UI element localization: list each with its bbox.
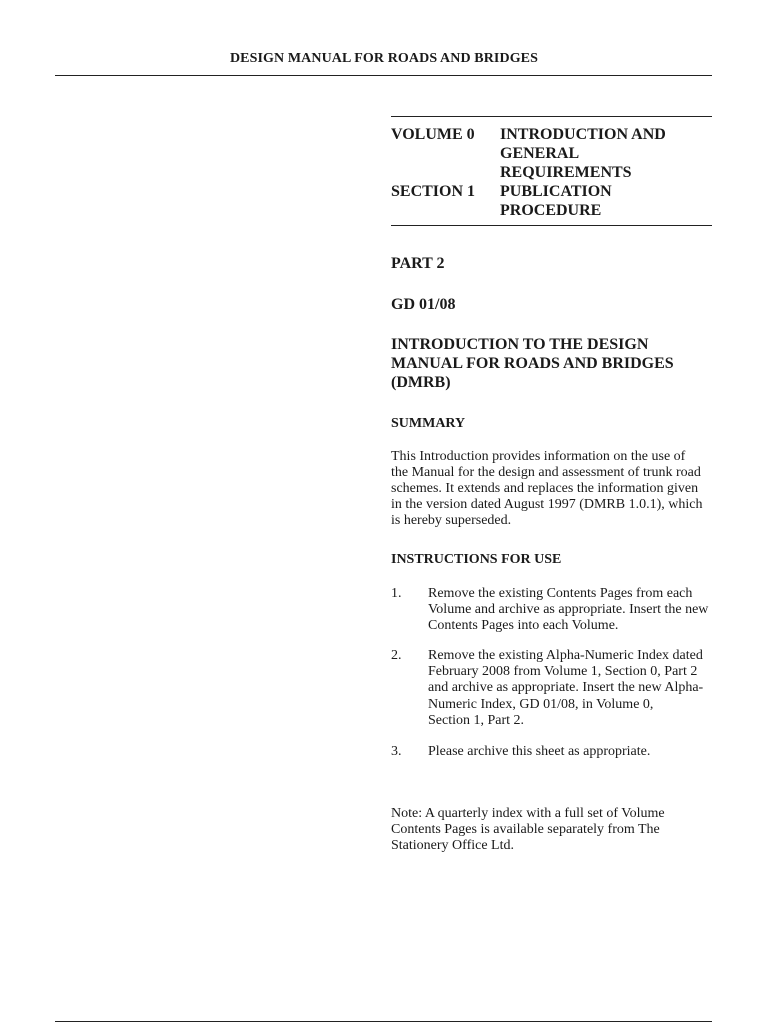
volume-title-line: REQUIREMENTS [500, 164, 632, 181]
volume-title-line: INTRODUCTION AND [500, 126, 666, 143]
instructions-heading: INSTRUCTIONS FOR USE [391, 552, 562, 567]
instruction-number: 3. [391, 744, 402, 759]
summary-paragraph [391, 449, 712, 529]
volume-title-line: GENERAL [500, 145, 580, 162]
document-title-line: INTRODUCTION TO THE DESIGN [391, 336, 649, 353]
document-title [391, 335, 712, 392]
instruction-line: February 2008 from Volume 1, Section 0, Part 2 [428, 664, 698, 680]
summary-line: in the version dated August 1997 (DMRB 1.0.1), which [391, 497, 703, 512]
section-title [500, 182, 712, 220]
note-line: Note: A quarterly index with a full set of Volume [391, 806, 665, 821]
note-line: Stationery Office Ltd. [391, 838, 514, 853]
note-paragraph [391, 806, 712, 854]
section-label: SECTION 1 [391, 183, 476, 200]
list-item [391, 648, 716, 729]
part-number: PART 2 [391, 255, 445, 272]
list-item [391, 586, 716, 635]
instruction-text [428, 648, 716, 729]
instruction-text [428, 586, 716, 635]
note-line: Contents Pages is available separately from The [391, 822, 660, 837]
volume-label: VOLUME 0 [391, 126, 475, 143]
list-item [391, 744, 716, 760]
summary-heading: SUMMARY [391, 416, 466, 431]
instruction-line: and archive as appropriate. Insert the new Alpha- [428, 680, 704, 696]
summary-line: schemes. It extends and replaces the information given [391, 481, 699, 496]
instruction-line: Remove the existing Alpha-Numeric Index dated [428, 648, 703, 663]
summary-line: This Introduction provides information on the use of [391, 449, 686, 464]
instruction-item-2 [391, 648, 716, 729]
section-title-line: PUBLICATION [500, 183, 612, 200]
instruction-item-3 [391, 744, 716, 760]
instruction-number: 1. [391, 586, 402, 601]
document-code: GD 01/08 [391, 296, 456, 313]
summary-line: the Manual for the design and assessment of trunk road [391, 465, 701, 480]
header-rule [55, 75, 712, 76]
volume-row [391, 125, 712, 182]
summary-line: is hereby superseded. [391, 513, 512, 528]
instruction-item-1 [391, 586, 716, 635]
instruction-line: Volume and archive as appropriate. Insert the new [428, 602, 709, 618]
instruction-number: 2. [391, 648, 402, 663]
instruction-line: Remove the existing Contents Pages from each [428, 586, 693, 601]
instruction-line: Contents Pages into each Volume. [428, 618, 619, 634]
instruction-line: Numeric Index, GD 01/08, in Volume 0, [428, 696, 654, 712]
running-header: DESIGN MANUAL FOR ROADS AND BRIDGES [229, 51, 539, 66]
section-title-line: PROCEDURE [500, 202, 602, 219]
section-row [391, 182, 712, 220]
document-title-line: (DMRB) [391, 374, 451, 391]
document-title-line: MANUAL FOR ROADS AND BRIDGES [391, 355, 674, 372]
instruction-line: Please archive this sheet as appropriate. [428, 744, 651, 759]
volume-title [500, 125, 712, 182]
volume-block-bottom-rule [391, 225, 712, 226]
instruction-line: Section 1, Part 2. [428, 712, 525, 728]
volume-section-block [391, 125, 712, 220]
footer-rule [55, 1021, 712, 1022]
instruction-text [428, 744, 716, 760]
volume-block-top-rule [391, 116, 712, 117]
